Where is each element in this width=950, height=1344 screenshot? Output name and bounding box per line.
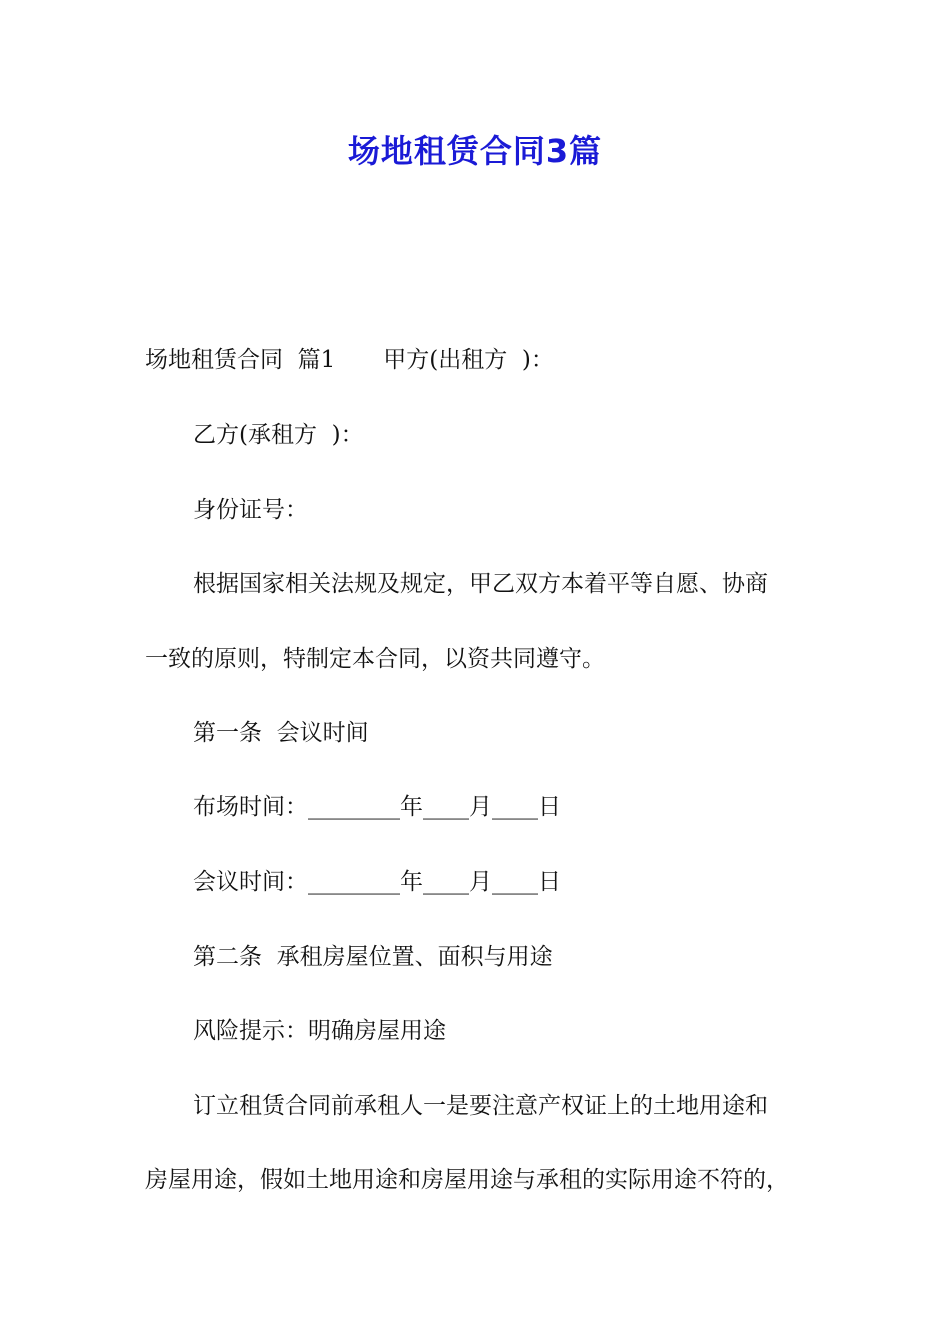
paragraph-line: 一致的原则，特制定本合同，以资共同遵守。 (145, 646, 605, 672)
paragraph-line: 房屋用途，假如土地用途和房屋用途与承租的实际用途不符的， (145, 1167, 789, 1193)
meeting-date-field: 会议时间：________年____月____日 (193, 869, 561, 895)
paragraph-line: 订立租赁合同前承租人一是要注意产权证上的土地用途和 (193, 1093, 768, 1119)
risk-note: 风险提示：明确房屋用途 (193, 1018, 446, 1044)
article-heading: 第一条 会议时间 (193, 720, 369, 746)
party-a-label: 甲方(出租方 )： (383, 347, 554, 373)
party-b-label: 乙方(承租方 )： (193, 422, 364, 448)
article-heading: 第二条 承租房屋位置、面积与用途 (193, 944, 553, 970)
setup-date-field: 布场时间：________年____月____日 (193, 794, 561, 820)
document-title: 场地租赁合同3篇 (347, 132, 603, 170)
id-number-label: 身份证号： (193, 497, 308, 523)
contract-heading-line (145, 340, 554, 380)
contract-number: 场地租赁合同 篇1 (145, 347, 336, 373)
paragraph-line: 根据国家相关法规及规定，甲乙双方本着平等自愿、协商 (193, 571, 768, 597)
